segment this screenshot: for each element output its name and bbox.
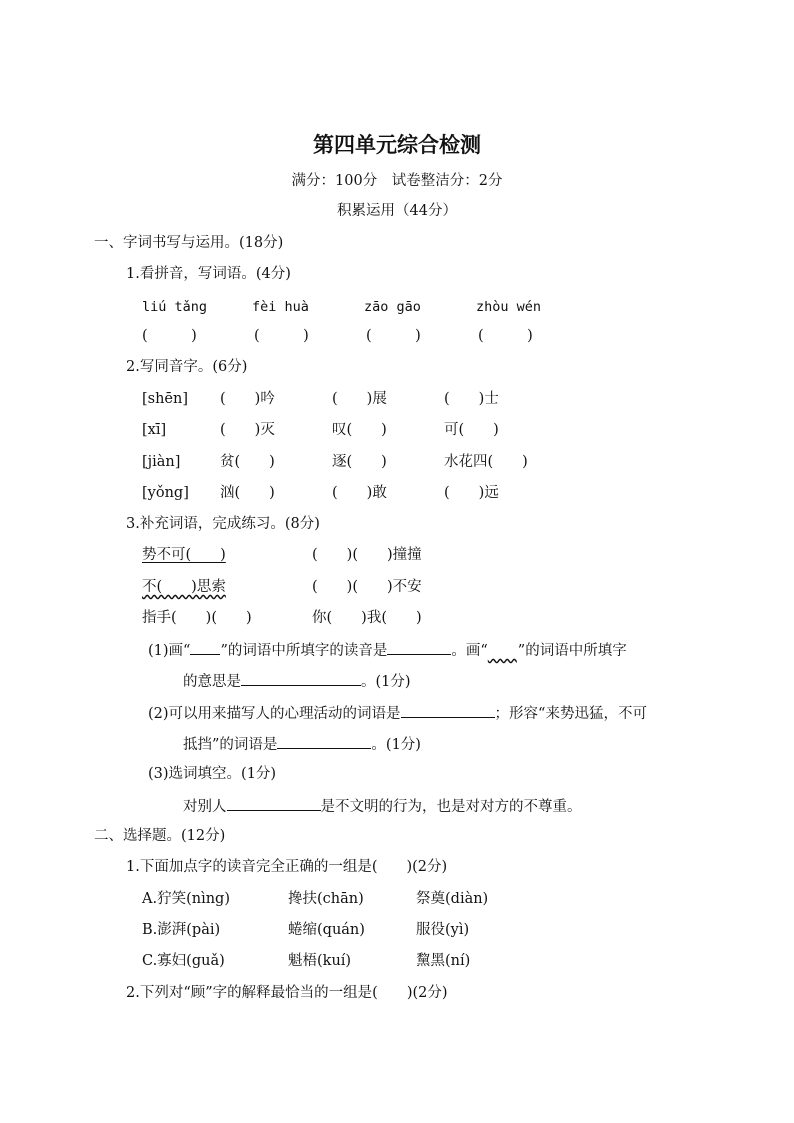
option-item: 搀扶(chān) [288,891,364,907]
homophone-pinyin: [jiàn] [142,454,181,470]
subquestion-1: (1)画“ ”的词语中所填字的读音是 。画“​ ”的词语中所填字 [148,640,627,660]
score-info: 满分：100分 试卷整洁分：2分 [291,173,503,189]
homophone-item[interactable]: ( )士 [444,391,499,407]
option-item: 蜷缩(quán) [288,922,365,938]
wavy-underline-sample: ​ [487,643,517,659]
idiom-item[interactable]: ( )( )不安 [312,579,422,595]
part1-heading: 一、字词书写与运用。(18分) [94,235,284,251]
homophone-pinyin: [yǒng] [142,485,189,501]
homophone-item[interactable]: ( )远 [444,485,499,501]
answer-blank[interactable] [227,796,321,811]
homophone-pinyin: [shēn] [142,391,189,407]
subquestion-2-cont: 抵挡”的词语是 。(1分) [183,734,421,754]
q3-heading: 3.补充词语，完成练习。(8分) [126,516,320,532]
page-title: 第四单元综合检测 [313,132,481,157]
underline-sample [190,640,220,655]
homophone-item[interactable]: 逐( ) [332,454,387,470]
option-item: 魁梧(kuí) [288,953,352,969]
answer-blank[interactable] [277,734,371,749]
subquestion-2: (2)可以用来描写人的心理活动的词语是 ；形容“来势迅猛，不可 [148,703,647,723]
homophone-item[interactable]: ( )灭 [220,422,275,438]
option-b[interactable]: B.澎湃(pài) [142,922,221,938]
answer-box-2[interactable]: ( ) [254,328,309,344]
answer-box-3[interactable]: ( ) [366,328,421,344]
subquestion-3: (3)选词填空。(1分) [148,766,277,782]
homophone-item[interactable]: ( )敢 [332,485,387,501]
idiom-item[interactable]: 你( )我( ) [312,610,422,626]
pinyin-3: zāo gāo [364,299,421,315]
homophone-pinyin: [xī] [142,422,167,438]
section-label: 积累运用（44分） [337,203,457,219]
pinyin-1: liú tǎng [142,299,208,315]
subquestion-1-cont: 的意思是 。(1分) [183,671,411,691]
idiom-wavy-underlined[interactable]: 不( )思索 [142,579,226,595]
idiom-item[interactable]: ( )( )撞撞 [312,547,422,563]
homophone-item[interactable]: ( )展 [332,391,387,407]
idiom-item[interactable]: 指手( )( ) [142,610,252,626]
idiom-underlined[interactable]: 势不可( ) [142,547,226,563]
answer-box-1[interactable]: ( ) [142,328,197,344]
subquestion-3-cont: 对别人 是不文明的行为，也是对对方的不尊重。 [183,796,582,816]
pinyin-4: zhòu wén [476,299,542,315]
q1-heading: 1.看拼音，写词语。(4分) [126,266,291,282]
mc-q1-heading: 1.下面加点字的读音完全正确的一组是( )(2分) [126,859,448,875]
homophone-item[interactable]: 水花四( ) [444,454,528,470]
part2-heading: 二、选择题。(12分) [94,828,226,844]
homophone-item[interactable]: 可( ) [444,422,499,438]
option-item: 黧黑(ní) [416,953,471,969]
answer-blank[interactable] [401,703,495,718]
answer-box-4[interactable]: ( ) [478,328,533,344]
option-item: 祭奠(diàn) [416,891,489,907]
mc-q2-heading: 2.下列对“顾”字的解释最恰当的一组是( )(2分) [126,985,448,1001]
homophone-item[interactable]: 汹( ) [220,485,275,501]
homophone-item[interactable]: 叹( ) [332,422,387,438]
answer-blank[interactable] [387,640,451,655]
homophone-item[interactable]: ( )吟 [220,391,275,407]
answer-blank[interactable] [241,671,361,686]
option-a[interactable]: A.狞笑(nìng) [142,891,230,907]
option-item: 服役(yì) [416,922,470,938]
q2-heading: 2.写同音字。(6分) [126,359,248,375]
homophone-item[interactable]: 贫( ) [220,454,275,470]
option-c[interactable]: C.寡妇(guǎ) [142,953,225,969]
pinyin-2: fèi huà [252,299,309,315]
